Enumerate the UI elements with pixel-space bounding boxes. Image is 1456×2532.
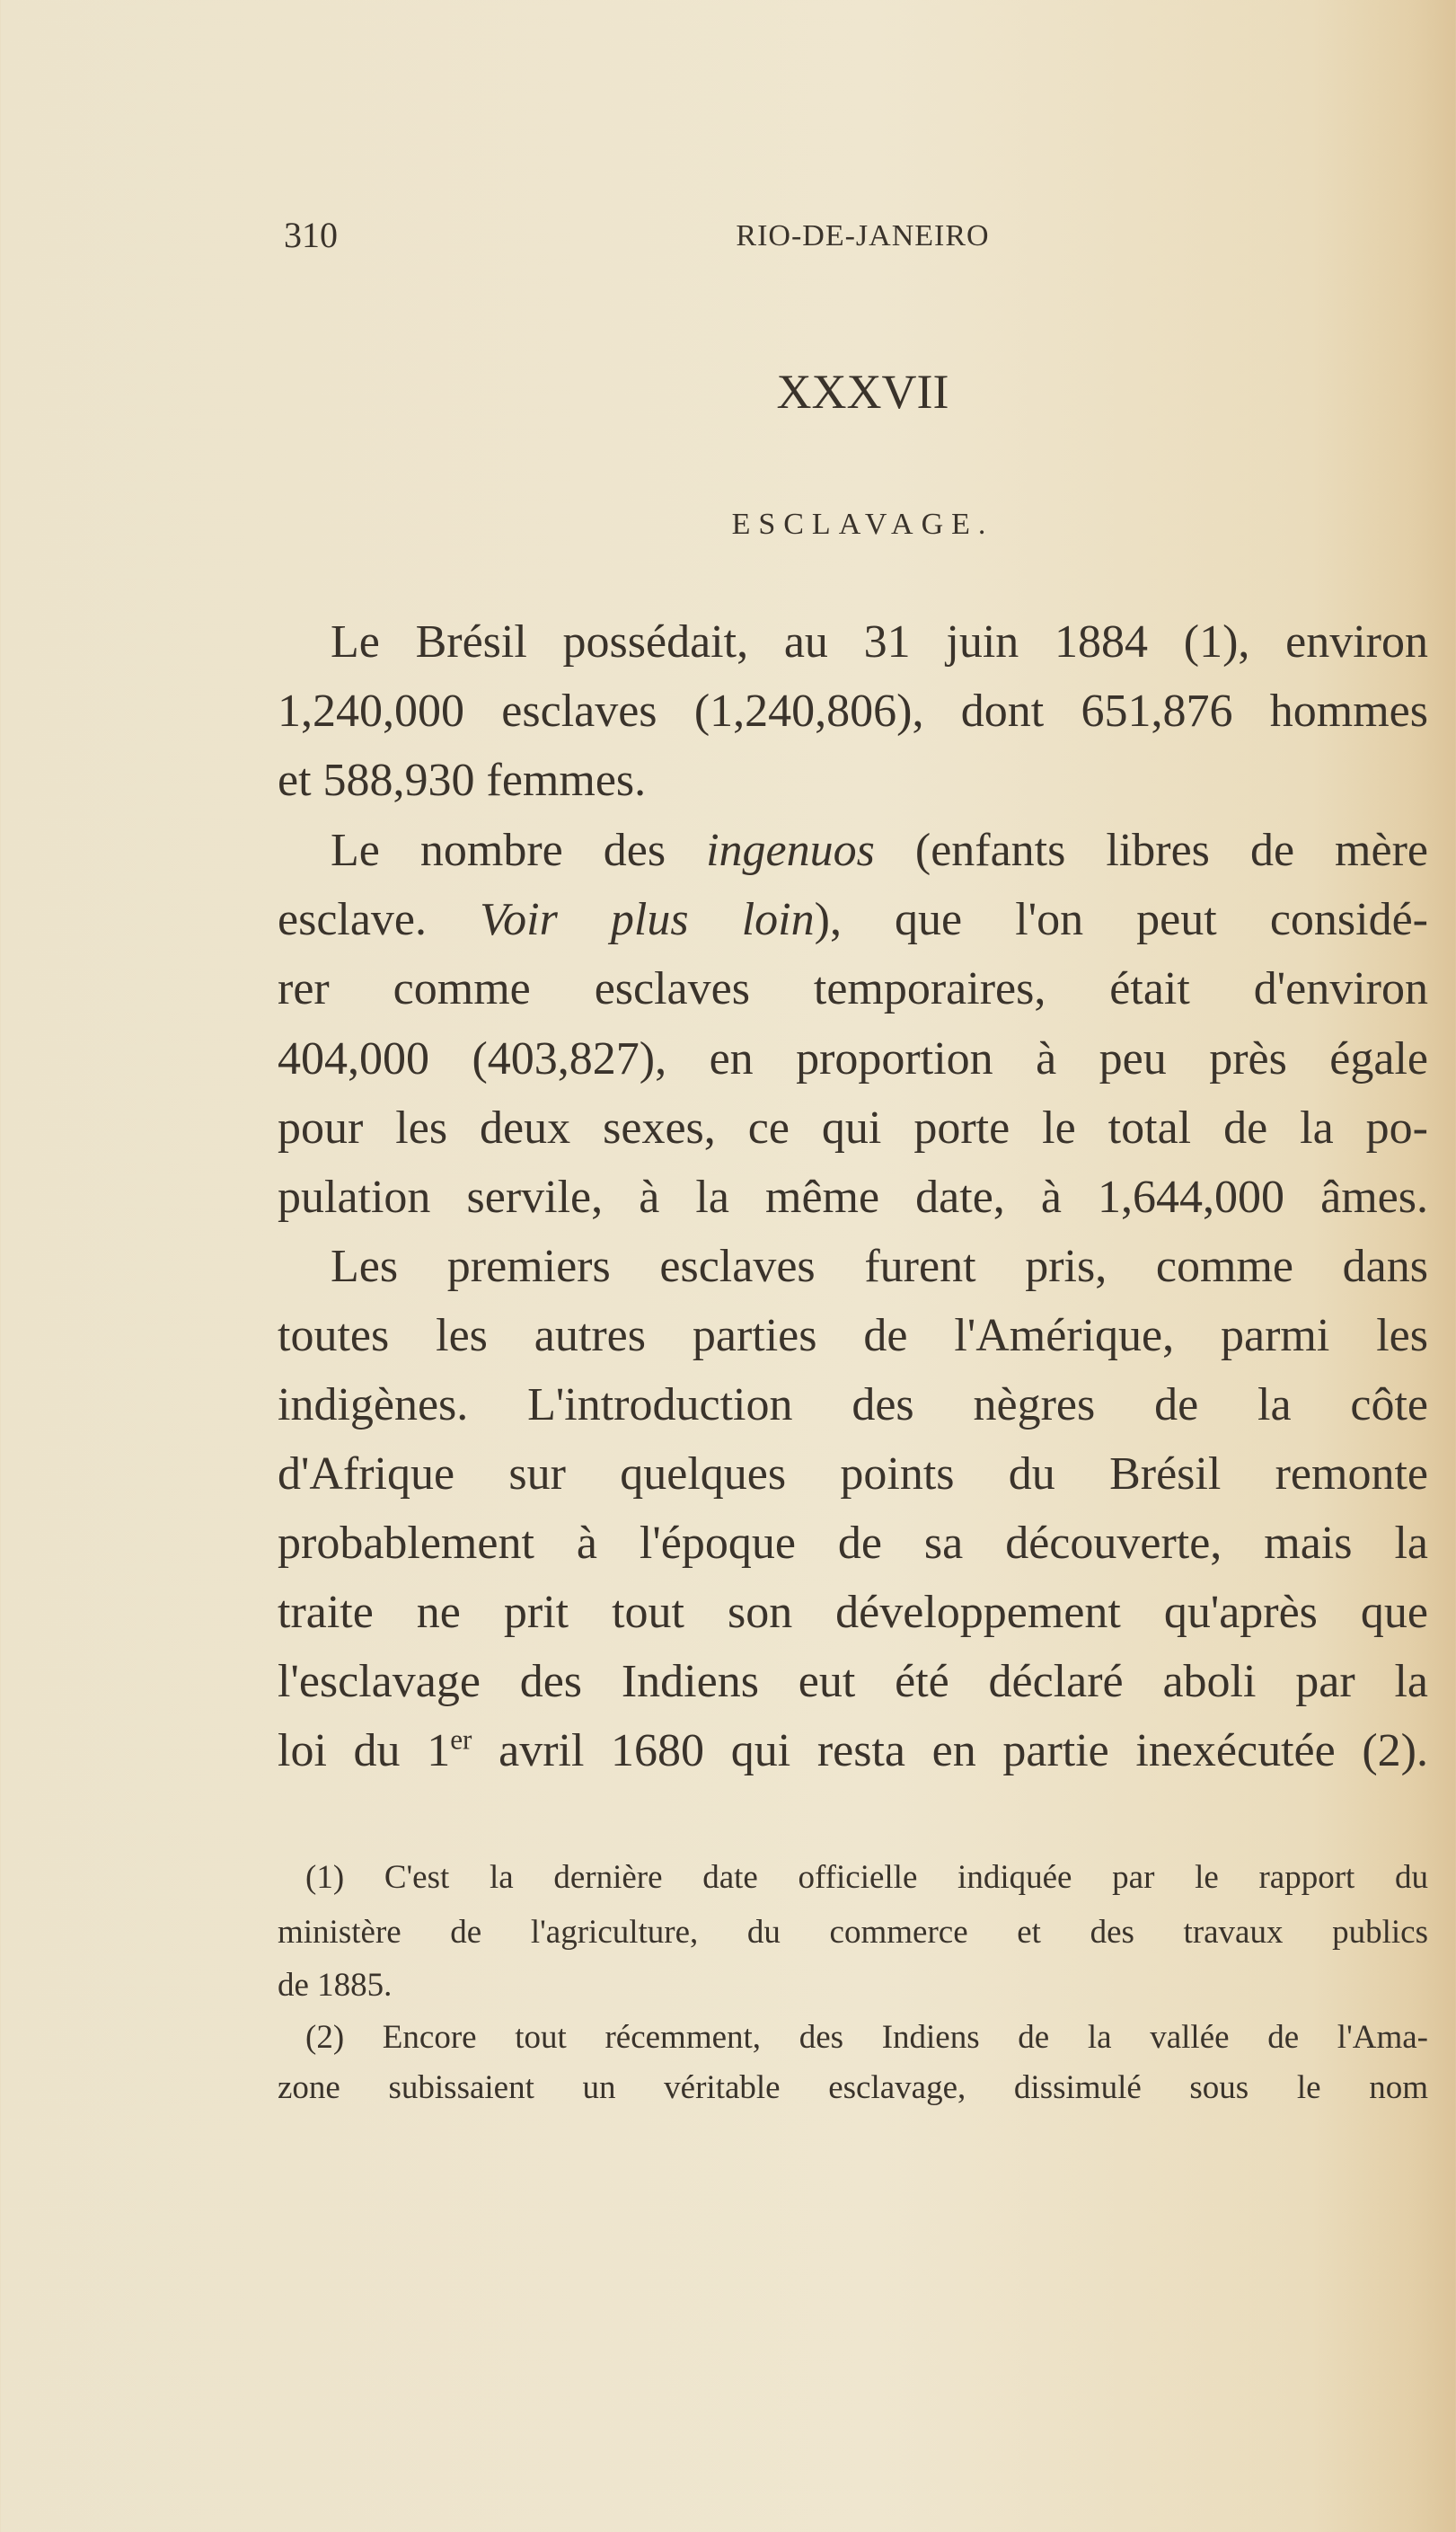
page-number: 310 — [284, 215, 338, 255]
body-line: pour les deux sexes, ce qui porte le total de la po- — [278, 1102, 1428, 1154]
body-line: probablement à l'époque de sa découverte, mais la — [278, 1518, 1428, 1569]
footnote-line: zone subissaient un véritable esclavage, dissimulé sous le nom — [278, 2069, 1428, 2106]
chapter-title: ESCLAVAGE. — [731, 508, 994, 541]
text: (enfants libres de mère — [874, 825, 1428, 876]
body-line: Les premiers esclaves furent pris, comme dans — [331, 1241, 1428, 1292]
body-line: indigènes. L'introduction des nègres de la côte — [278, 1379, 1428, 1430]
body-line — [278, 893, 1428, 949]
italic-reference: Voir plus loin — [480, 894, 815, 945]
chapter-number: XXXVII — [776, 365, 949, 419]
body-line: Le Brésil possédait, au 31 juin 1884 (1), environ — [331, 616, 1428, 668]
body-line: 1,240,000 esclaves (1,240,806), dont 651,876 hommes — [278, 686, 1428, 737]
body-line: 404,000 (403,827), en proportion à peu près égale — [278, 1033, 1428, 1085]
running-title: RIO-DE-JANEIRO — [736, 219, 990, 252]
body-line: et 588,930 femmes. — [278, 755, 647, 806]
body-line: rer comme esclaves temporaires, était d'environ — [278, 963, 1428, 1014]
text: esclave. — [278, 894, 481, 945]
body-line: toutes les autres parties de l'Amérique, parmi les — [278, 1310, 1428, 1361]
text: Le nombre des — [331, 825, 707, 876]
text: avril 1680 qui resta en partie inexécutée (2). — [472, 1725, 1428, 1776]
italic-term: ingenuos — [706, 825, 875, 876]
footnote-line: (1) C'est la dernière date officielle indiquée par le rapport du — [305, 1859, 1428, 1896]
body-line: l'esclavage des Indiens eut été déclaré aboli par la — [278, 1656, 1428, 1707]
body-line: traite ne prit tout son développement qu'après que — [278, 1587, 1428, 1638]
footnote-line: ministère de l'agriculture, du commerce et des travaux publics — [278, 1914, 1428, 1951]
text: loi du 1 — [278, 1725, 451, 1776]
body-line — [278, 1724, 1428, 1780]
body-line: d'Afrique sur quelques points du Brésil remonte — [278, 1448, 1428, 1500]
text: ), que l'on peut considé- — [814, 894, 1428, 945]
footnote-line: (2) Encore tout récemment, des Indiens de la vallée de l'Ama- — [305, 2019, 1428, 2056]
body-line: pulation servile, à la même date, à 1,644,000 âmes. — [278, 1172, 1428, 1223]
footnote-line: de 1885. — [278, 1967, 393, 2004]
superscript: er — [450, 1724, 472, 1756]
body-line — [331, 824, 1428, 880]
